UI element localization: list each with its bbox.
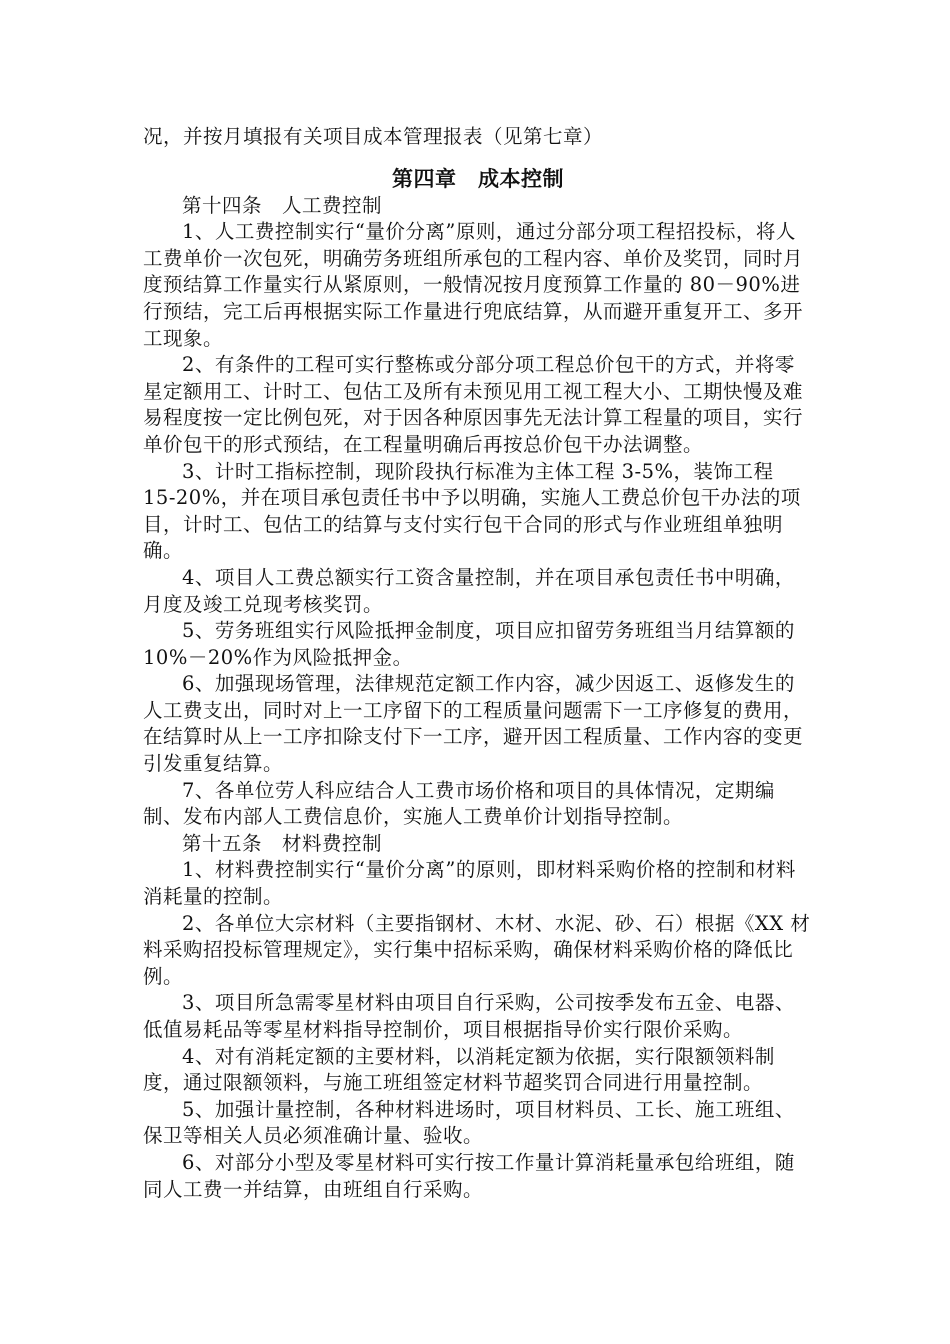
paragraph: 3、项目所急需零星材料由项目自行采购，公司按季发布五金、电器、低值易耗品等零星材料指导控制价，项目根据指导价实行限价采购。 xyxy=(143,991,795,1041)
article-heading: 第十五条 材料费控制 xyxy=(182,831,383,855)
paragraph: 7、各单位劳人科应结合人工费市场价格和项目的具体情况，定期编制、发布内部人工费信息价，实施人工费单价计划指导控制。 xyxy=(143,778,775,829)
paragraph: 4、项目人工费总额实行工资含量控制，并在项目承包责任书中明确，月度及竣工兑现考核奖罚。 xyxy=(143,565,795,616)
paragraph: 2、各单位大宗材料（主要指钢材、木材、水泥、砂、石）根据《XX 材料采购招投标管理规定》，实行集中招标采购，确保材料采购价格的降低比例。 xyxy=(143,911,811,988)
paragraph: 2、有条件的工程可实行整栋或分部分项工程总价包干的方式，并将零星定额用工、计时工、包估工及所有未预见用工视工程大小、工期快慢及难易程度按一定比例包死，对于因各种原因事先无法计算工程量的项目，实行单价包干的形式预结，在工程量明确后再按总价包干办法调整。 xyxy=(143,353,804,456)
paragraph: 6、对部分小型及零星材料可实行按工作量计算消耗量承包给班组，随同人工费一并结算，由班组自行采购。 xyxy=(143,1150,795,1201)
paragraph: 4、对有消耗定额的主要材料，以消耗定额为依据，实行限额领料制度，通过限额领料，与施工班组签定材料节超奖罚合同进行用量控制。 xyxy=(143,1044,775,1095)
continuation-line: 况，并按月填报有关项目成本管理报表（见第七章） xyxy=(143,125,604,148)
document-body xyxy=(143,124,813,1203)
chapter-title: 第四章 成本控制 xyxy=(392,166,564,191)
paragraph: 1、材料费控制实行“量价分离”的原则，即材料采购价格的控制和材料消耗量的控制。 xyxy=(143,858,796,909)
paragraph: 6、加强现场管理，法律规范定额工作内容，减少因返工、返修发生的人工费支出，同时对上一工序留下的工程质量问题需下一工序修复的费用，在结算时从上一工序扣除支付下一工序，避开因工程质量、工作内容的变更引发重复结算。 xyxy=(143,672,804,776)
paragraph: 3、计时工指标控制，现阶段执行标准为主体工程 3-5%，装饰工程 15-20%，并在项目承包责任书中予以明确，实施人工费总价包干办法的项目，计时工、包估工的结算与支付实行包干合同的形式与作业班组单独明确。 xyxy=(143,459,801,563)
paragraph: 1、人工费控制实行“量价分离”原则，通过分部分项工程招投标，将人工费单价一次包死，明确劳务班组所承包的工程内容、单价及奖罚，同时月度预结算工作量实行从紧原则，一般情况按月度预算工作量的 80－90%进行预结，完工后再根据实际工作量进行兜底结算，从而避开重复开工、多开工现象。 xyxy=(143,220,804,350)
paragraph: 5、劳务班组实行风险抵押金制度，项目应扣留劳务班组当月结算额的 10%－20%作为风险抵押金。 xyxy=(143,619,795,669)
paragraph: 5、加强计量控制，各种材料进场时，项目材料员、工长、施工班组、保卫等相关人员必须准确计量、验收。 xyxy=(143,1097,795,1148)
article-heading: 第十四条 人工费控制 xyxy=(182,193,383,217)
